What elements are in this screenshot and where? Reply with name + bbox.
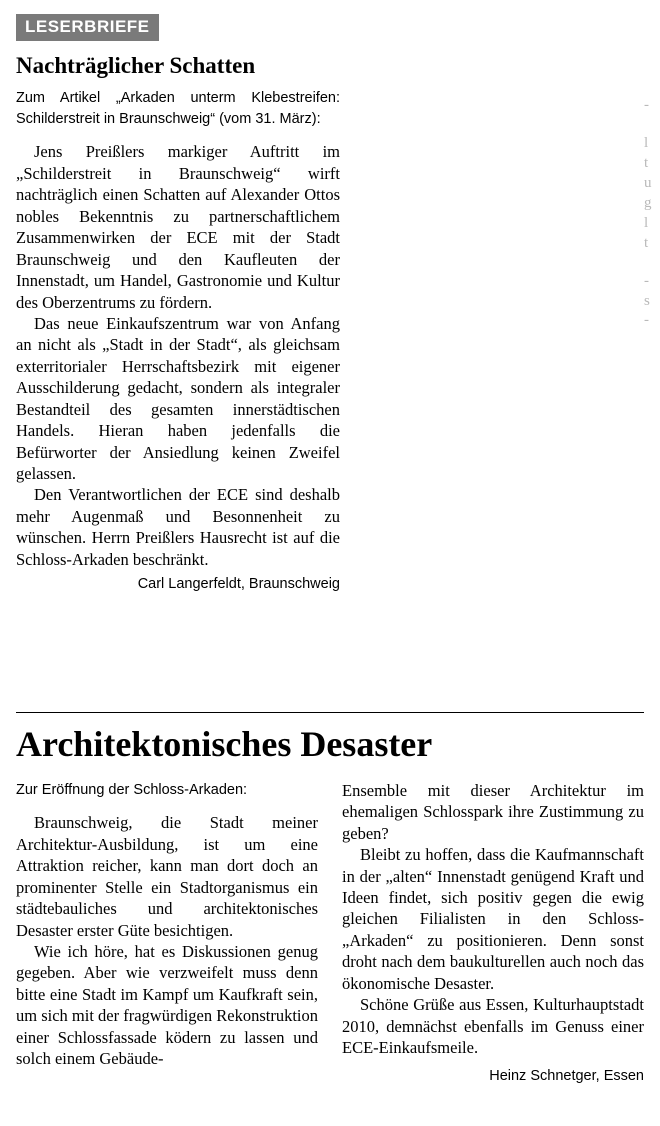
edge-fragment: - [644, 272, 649, 289]
edge-fragment: l [644, 214, 649, 231]
article1-paragraph: Den Verantwortlichen der ECE sind deshalb mehr Augenmaß und Besonnenheit zu wünschen. Herrn Preißlers Hausrecht ist auf die Schloss-Arkaden beschränkt. [16, 485, 340, 569]
article2-left-column [16, 780, 318, 1085]
article2-columns [16, 780, 644, 1085]
article2-right-column [342, 780, 644, 1085]
article1-paragraph: Jens Preißlers markiger Auftritt im „Schilderstreit in Braunschweig“ wirft nachträglich einen Schatten auf Alexander Ottos nobles Bekenntnis zu partnerschaftlichem Zusammenwirken der ECE mit der Stadt Braunschweig und den Kaufleuten der Innenstadt, um Handel, Gastronomie und Kultur des Oberzentrums zu fördern. [16, 142, 340, 312]
article1-headline: Nachträglicher Schatten [16, 53, 256, 78]
article1-signature: Carl Langerfeldt, Braunschweig [137, 576, 340, 593]
article-nachtraeglicher-schatten [16, 53, 340, 592]
article1-body [16, 141, 340, 570]
adjacent-page-edge-fragments [644, 96, 660, 331]
article2-headline: Architektonisches Desaster [16, 724, 433, 764]
edge-gap [644, 116, 660, 134]
edge-gap [644, 254, 660, 272]
edge-fragment: - [644, 312, 649, 329]
article2-paragraph: Braunschweig, die Stadt meiner Architektur-Ausbildung, ist um eine Attraktion reicher, kann man dort doch an prominenter Stelle ein Stadtorganismus ein städtebauliches und architektonisches Desaster erster Güte besichtigen. [16, 813, 318, 940]
article1-paragraph: Das neue Einkaufszentrum war von Anfang an nicht als „Stadt in der Stadt“, als gleichsam exterritorialer Herrschaftsbezirk mit eigener Ausschilderung gedacht, sondern als integraler Bestandteil des gesamten innerstädtischen Handels. Hieran haben jedenfalls die Befürworter der Ansiedlung keinen Zweifel gelassen. [16, 313, 340, 484]
article2-intro: Zur Eröffnung der Schloss-Arkaden: [16, 781, 248, 798]
article2-right-body [342, 780, 644, 1059]
edge-fragment: u [644, 174, 652, 191]
article2-paragraph: Ensemble mit dieser Architektur im ehemaligen Schlosspark ihre Zustimmung zu geben? [342, 780, 644, 843]
article2-paragraph: Wie ich höre, hat es Diskussionen genug gegeben. Aber wie verzweifelt muss denn bitte eine Stadt im Kampf um Kaufkraft sein, um sich mit der fragwürdigen Rekonstruktion einer Schlossfassade ködern zu lassen und solch einem Gebäude- [16, 942, 318, 1069]
article1-intro: Zum Artikel „Arkaden unterm Klebestreifen: Schilderstreit in Braunschweig“ (vom 31. März): [16, 90, 340, 127]
article2-paragraph: Schöne Grüße aus Essen, Kulturhauptstadt 2010, demnächst ebenfalls im Genuss einer ECE-Einkaufsmeile. [342, 995, 644, 1058]
edge-fragment: t [644, 154, 649, 171]
section-divider [16, 712, 644, 713]
article2-signature: Heinz Schnetger, Essen [489, 1068, 644, 1085]
edge-fragment: l [644, 134, 649, 151]
edge-fragment: - [644, 97, 649, 113]
article2-paragraph: Bleibt zu hoffen, dass die Kaufmannschaft in der „alten“ Innenstadt genügend Kraft und Ideen findet, sich positiv gegen die ewig gleichen Filialisten in den Schloss-„Arkaden“ zu positionieren. Denn sonst droht nach dem baukulturellen auch noch das ökonomische Desaster. [342, 845, 644, 993]
edge-fragment: s [644, 292, 650, 309]
edge-fragment: g [644, 194, 652, 211]
article2-left-body [16, 812, 318, 1069]
article-architektonisches-desaster [16, 726, 644, 1084]
edge-fragment: t [644, 234, 649, 251]
section-label: LESERBRIEFE [16, 14, 159, 41]
